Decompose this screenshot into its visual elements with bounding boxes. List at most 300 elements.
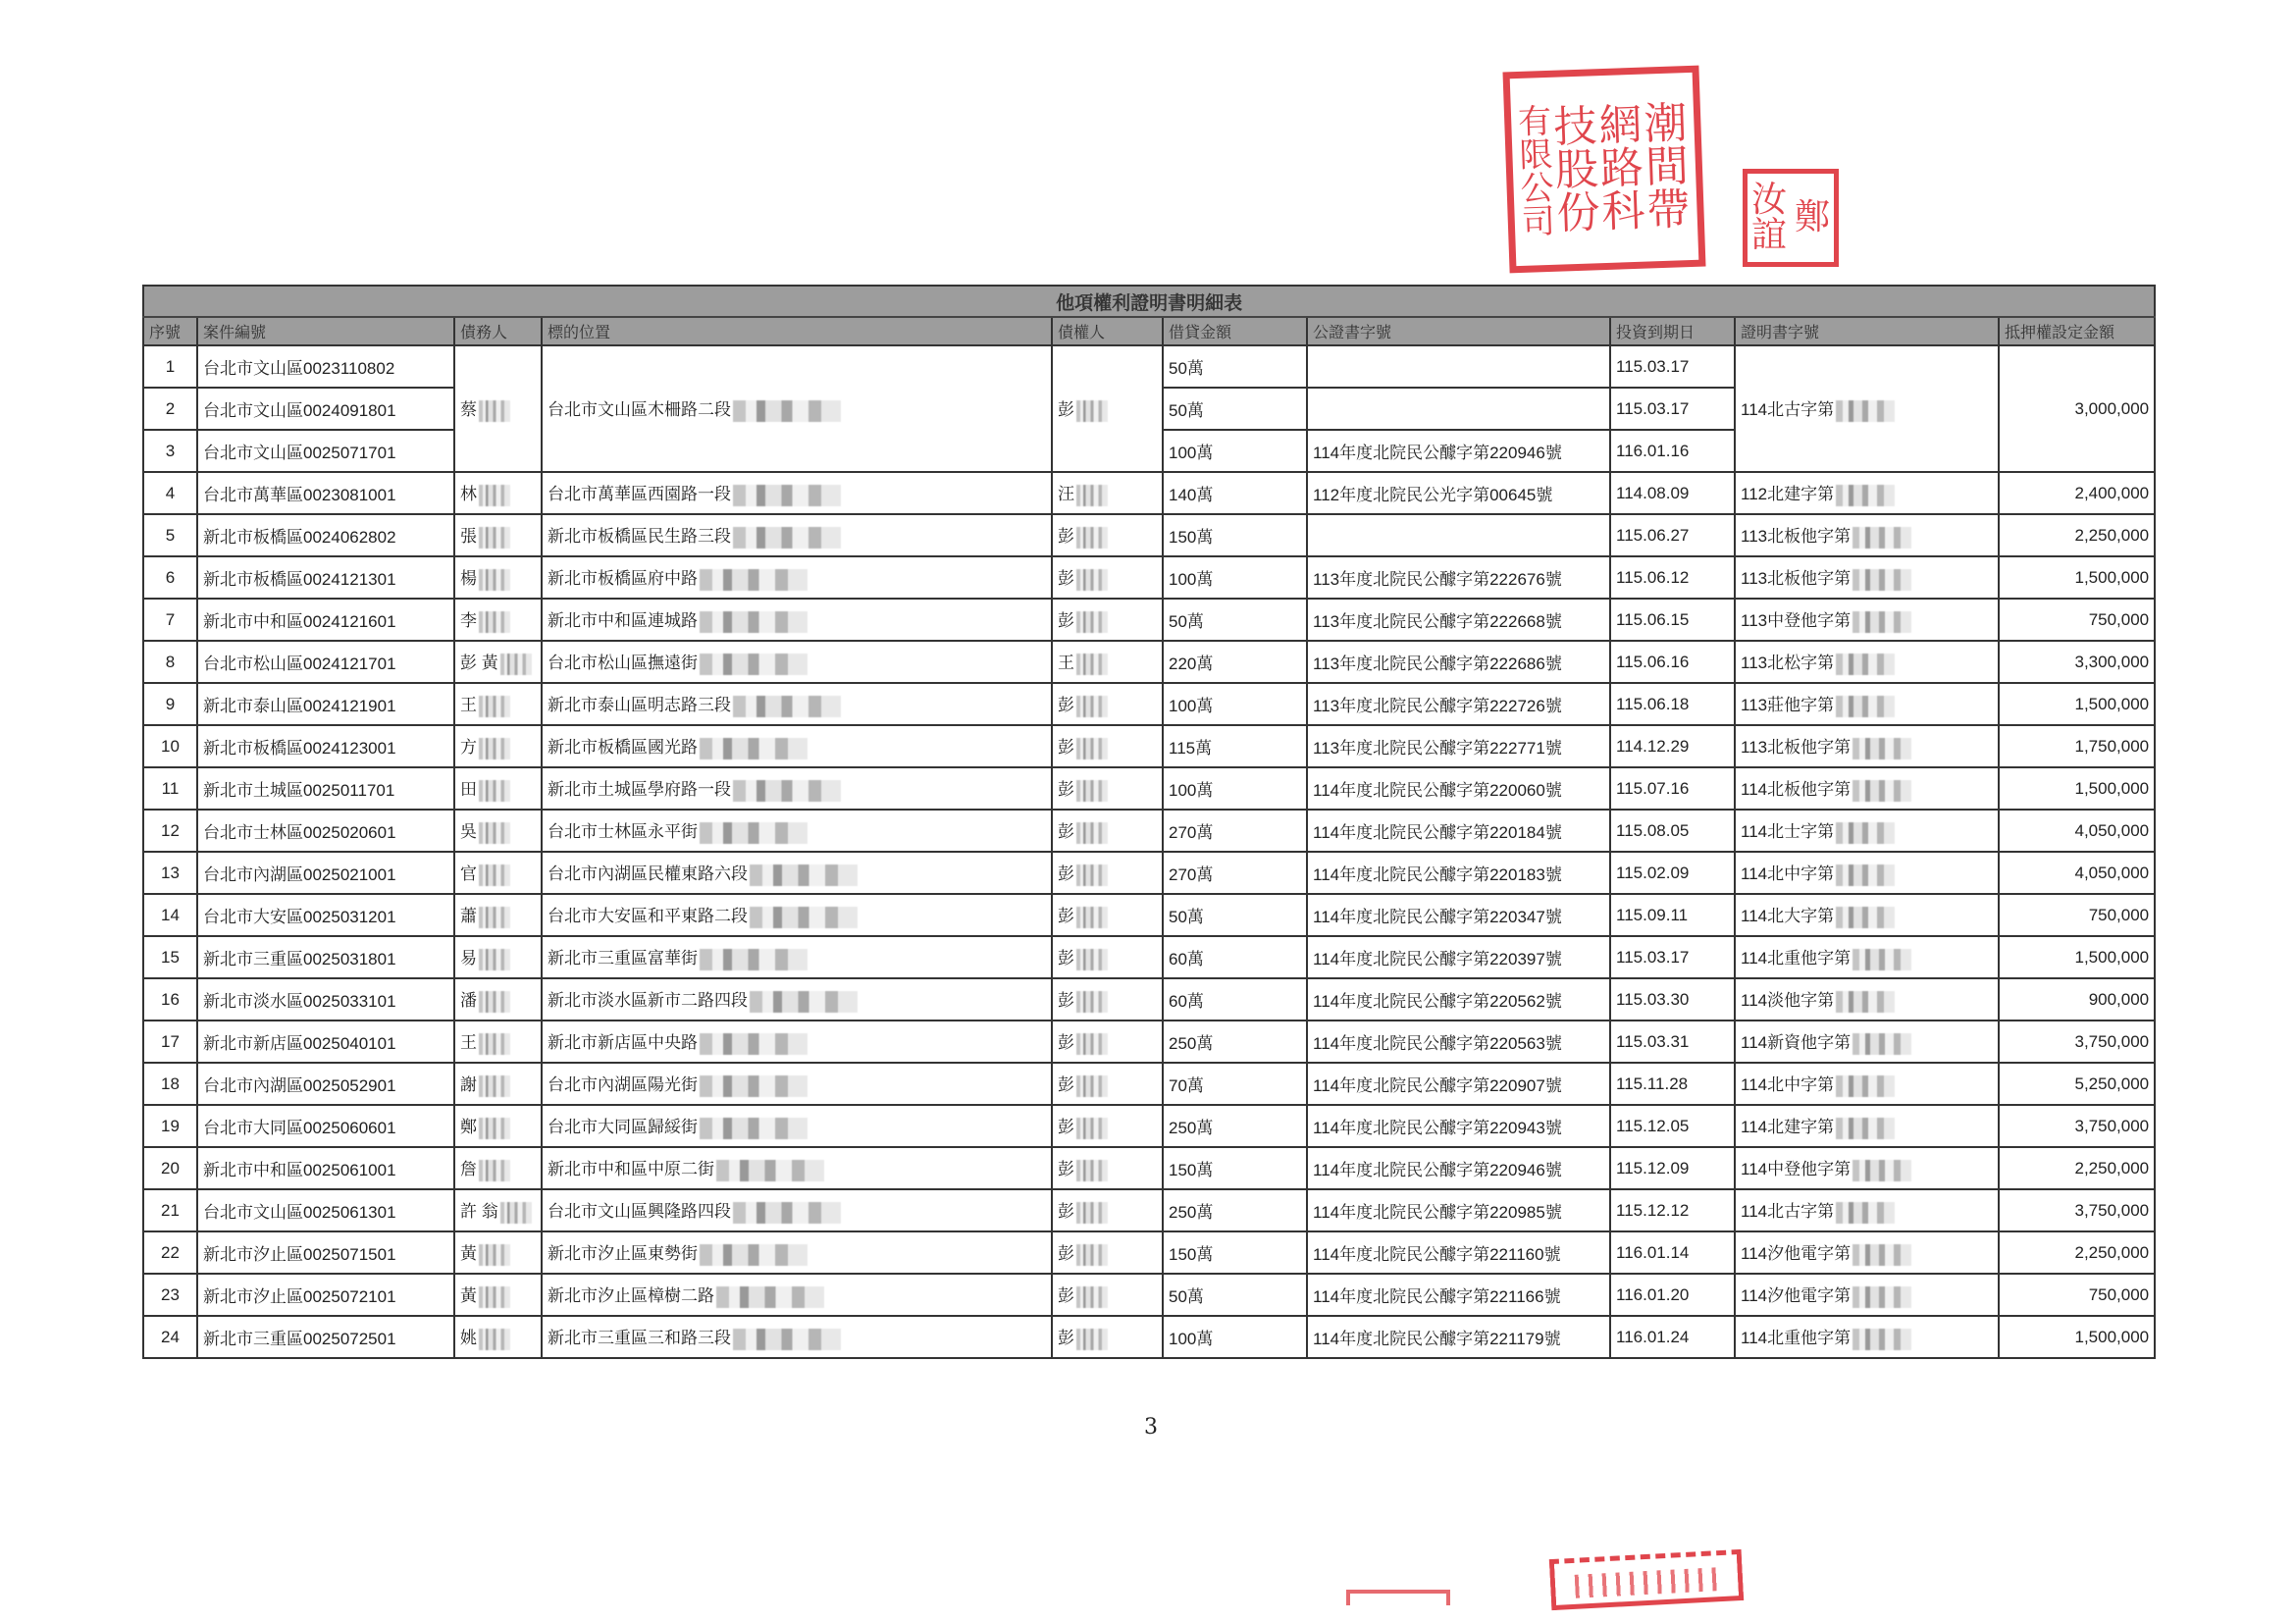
- notary-no-text: 114年度北院民公醵字第220563號: [1313, 1034, 1562, 1053]
- mortgage-text: 1,500,000: [2074, 567, 2150, 587]
- table-title: 他項權利證明書明細表: [143, 286, 2155, 317]
- due-date-text: 115.06.15: [1616, 609, 1690, 629]
- case-no-text: 台北市文山區0023110802: [203, 359, 395, 378]
- cert-no-cell: [1735, 683, 1999, 725]
- notary-no-cell: [1307, 978, 1610, 1021]
- case-no-text: 新北市中和區0024121601: [203, 612, 396, 631]
- location-cell: [542, 1274, 1052, 1316]
- table-row: [143, 1316, 2155, 1358]
- mortgage-text: 1,500,000: [2074, 694, 2150, 713]
- redaction-mosaic: [1852, 949, 1911, 970]
- mortgage-cell: [1999, 641, 2155, 683]
- debtor-cell: [454, 852, 542, 894]
- loan-cell: [1163, 810, 1307, 852]
- case-no-text: 台北市萬華區0023081001: [203, 486, 396, 504]
- loan-text: 100萬: [1169, 1330, 1214, 1348]
- case-no-text: 台北市文山區0024091801: [203, 401, 396, 420]
- creditor-text: 彭: [1058, 569, 1074, 589]
- table-header-row: [143, 317, 2155, 345]
- due-date-cell: [1610, 641, 1735, 683]
- table-row: [143, 936, 2155, 978]
- creditor-text: 彭: [1058, 780, 1074, 800]
- no-cell: [143, 683, 197, 725]
- case-no-text: 台北市松山區0024121701: [203, 654, 396, 673]
- due-date-text: 114.08.09: [1616, 483, 1690, 502]
- redaction-mosaic: [733, 400, 841, 422]
- location-text: 台北市內湖區民權東路六段: [548, 864, 748, 884]
- due-date-cell: [1610, 1189, 1735, 1231]
- no-cell: [143, 430, 197, 472]
- redaction-mosaic: [1076, 485, 1108, 506]
- loan-cell: [1163, 852, 1307, 894]
- loan-text: 220萬: [1169, 654, 1214, 673]
- loan-text: 60萬: [1169, 992, 1204, 1011]
- notary-no-text: 114年度北院民公醵字第220907號: [1313, 1076, 1562, 1095]
- table-row: [143, 1147, 2155, 1189]
- creditor-text: 彭: [1058, 738, 1074, 758]
- debtor-cell: [454, 1063, 542, 1105]
- case-no-cell: [197, 641, 454, 683]
- location-cell: [542, 725, 1052, 767]
- due-date-cell: [1610, 767, 1735, 810]
- cert-no-cell: [1735, 810, 1999, 852]
- due-date-cell: [1610, 514, 1735, 556]
- creditor-cell: [1052, 683, 1163, 725]
- cert-no-cell: [1735, 894, 1999, 936]
- seal-column: 有 限 公 司: [1517, 101, 1556, 242]
- debtor-cell: [454, 345, 542, 472]
- no-cell: [143, 556, 197, 599]
- notary-no-cell: [1307, 599, 1610, 641]
- mortgage-text: 750,000: [2088, 1284, 2150, 1304]
- creditor-text: 彭: [1058, 1075, 1074, 1095]
- no-cell: [143, 725, 197, 767]
- location-cell: [542, 1189, 1052, 1231]
- cert-no-cell: [1735, 936, 1999, 978]
- seal-column: 技 股 份: [1552, 100, 1601, 239]
- case-no-text: 台北市大安區0025031201: [203, 908, 396, 926]
- redaction-mosaic: [750, 907, 858, 928]
- due-date-cell: [1610, 1021, 1735, 1063]
- notary-no-cell: [1307, 1231, 1610, 1274]
- no-text: 12: [161, 820, 180, 840]
- case-no-cell: [197, 852, 454, 894]
- no-text: 24: [161, 1327, 180, 1346]
- redaction-mosaic: [479, 780, 510, 802]
- redaction-mosaic: [733, 527, 841, 549]
- due-date-cell: [1610, 725, 1735, 767]
- notary-no-cell: [1307, 556, 1610, 599]
- seal-column: 鄭: [1794, 197, 1830, 237]
- case-no-text: 新北市板橋區0024121301: [203, 570, 396, 589]
- table-row: [143, 514, 2155, 556]
- seal-column: 網 路 科: [1597, 99, 1646, 237]
- debtor-text: 姚: [460, 1329, 477, 1348]
- case-no-cell: [197, 1147, 454, 1189]
- page-number: 3: [1144, 1415, 1158, 1440]
- no-text: 22: [161, 1242, 180, 1262]
- column-header: 公證書字號: [1307, 317, 1610, 345]
- redaction-mosaic: [479, 569, 510, 591]
- due-date-cell: [1610, 1274, 1735, 1316]
- case-no-text: 台北市內湖區0025021001: [203, 865, 396, 884]
- redaction-mosaic: [1852, 569, 1911, 591]
- table-row: [143, 1189, 2155, 1231]
- due-date-text: 115.09.11: [1616, 905, 1689, 924]
- case-no-text: 新北市三重區0025031801: [203, 950, 396, 969]
- redaction-mosaic: [479, 991, 510, 1013]
- debtor-text: 謝: [460, 1075, 477, 1095]
- mortgage-text: 3,000,000: [2074, 398, 2150, 418]
- cert-no-text: 113北板他字第: [1741, 527, 1852, 547]
- location-cell: [542, 599, 1052, 641]
- redaction-mosaic: [1836, 485, 1895, 506]
- due-date-text: 116.01.14: [1616, 1242, 1690, 1262]
- redaction-mosaic: [700, 822, 808, 844]
- no-text: 7: [165, 609, 176, 629]
- mortgage-text: 3,750,000: [2074, 1200, 2150, 1220]
- creditor-text: 彭: [1058, 611, 1074, 631]
- mortgage-cell: [1999, 1274, 2155, 1316]
- loan-cell: [1163, 725, 1307, 767]
- debtor-cell: [454, 810, 542, 852]
- loan-text: 100萬: [1169, 570, 1214, 589]
- no-text: 17: [161, 1031, 180, 1051]
- debtor-text: 許 翁: [460, 1202, 498, 1222]
- loan-text: 50萬: [1169, 359, 1204, 378]
- creditor-text: 彭: [1058, 1286, 1074, 1306]
- cert-no-text: 114北建字第: [1741, 1118, 1835, 1137]
- case-no-text: 新北市汐止區0025072101: [203, 1287, 396, 1306]
- creditor-cell: [1052, 1063, 1163, 1105]
- debtor-text: 易: [460, 949, 477, 969]
- redaction-mosaic: [700, 654, 808, 675]
- notary-no-cell: [1307, 1147, 1610, 1189]
- notary-no-cell: [1307, 641, 1610, 683]
- notary-no-cell: [1307, 852, 1610, 894]
- due-date-text: 115.12.12: [1616, 1200, 1690, 1220]
- location-cell: [542, 1316, 1052, 1358]
- case-no-cell: [197, 1316, 454, 1358]
- mortgage-text: 750,000: [2088, 609, 2150, 629]
- no-text: 14: [161, 905, 180, 924]
- table-row: [143, 978, 2155, 1021]
- no-text: 9: [165, 694, 176, 713]
- location-cell: [542, 767, 1052, 810]
- column-header: 證明書字號: [1735, 317, 1999, 345]
- no-cell: [143, 345, 197, 388]
- creditor-cell: [1052, 514, 1163, 556]
- cert-no-text: 114新資他字第: [1741, 1033, 1852, 1053]
- redaction-mosaic: [479, 1160, 510, 1181]
- no-cell: [143, 1316, 197, 1358]
- table-row: [143, 1105, 2155, 1147]
- no-text: 23: [161, 1284, 180, 1304]
- notary-no-cell: [1307, 810, 1610, 852]
- no-cell: [143, 1063, 197, 1105]
- case-no-cell: [197, 1274, 454, 1316]
- cert-no-cell: [1735, 767, 1999, 810]
- case-no-cell: [197, 725, 454, 767]
- no-text: 15: [161, 947, 180, 967]
- location-text: 新北市汐止區樟樹二路: [548, 1286, 714, 1306]
- case-no-text: 新北市板橋區0024123001: [203, 739, 396, 758]
- debtor-text: 詹: [460, 1160, 477, 1179]
- column-header: 案件編號: [197, 317, 454, 345]
- redaction-mosaic: [733, 485, 841, 506]
- creditor-cell: [1052, 725, 1163, 767]
- location-text: 新北市板橋區國光路: [548, 738, 698, 758]
- case-no-text: 新北市土城區0025011701: [203, 781, 395, 800]
- redaction-mosaic: [1852, 1286, 1911, 1308]
- loan-cell: [1163, 978, 1307, 1021]
- redaction-mosaic: [700, 738, 808, 759]
- mortgage-cell: [1999, 725, 2155, 767]
- cert-no-cell: [1735, 472, 1999, 514]
- cert-no-text: 114北士字第: [1741, 822, 1835, 842]
- creditor-cell: [1052, 556, 1163, 599]
- due-date-cell: [1610, 894, 1735, 936]
- redaction-mosaic: [500, 1202, 532, 1224]
- debtor-cell: [454, 725, 542, 767]
- location-cell: [542, 683, 1052, 725]
- loan-text: 140萬: [1169, 486, 1214, 504]
- loan-text: 270萬: [1169, 823, 1214, 842]
- no-text: 3: [165, 441, 176, 460]
- mortgage-text: 1,500,000: [2074, 1327, 2150, 1346]
- due-date-text: 115.12.05: [1616, 1116, 1690, 1135]
- due-date-text: 115.03.17: [1616, 398, 1690, 418]
- loan-cell: [1163, 1063, 1307, 1105]
- location-text: 台北市士林區永平街: [548, 822, 698, 842]
- case-no-text: 新北市新店區0025040101: [203, 1034, 396, 1053]
- mortgage-cell: [1999, 1021, 2155, 1063]
- debtor-text: 黃: [460, 1244, 477, 1264]
- creditor-cell: [1052, 345, 1163, 472]
- redaction-mosaic: [1836, 822, 1895, 844]
- debtor-text: 官: [460, 864, 477, 884]
- due-date-cell: [1610, 1105, 1735, 1147]
- rights-certificate-table: [142, 285, 2156, 1359]
- redaction-mosaic: [479, 1286, 510, 1308]
- redaction-mosaic: [700, 569, 808, 591]
- debtor-text: 蔡: [460, 400, 477, 420]
- due-date-cell: [1610, 556, 1735, 599]
- case-no-cell: [197, 683, 454, 725]
- notary-no-text: 114年度北院民公醵字第220060號: [1313, 781, 1562, 800]
- location-text: 新北市泰山區明志路三段: [548, 696, 731, 715]
- debtor-cell: [454, 1189, 542, 1231]
- cert-no-text: 114北古字第: [1741, 400, 1835, 420]
- redaction-mosaic: [479, 400, 510, 422]
- mortgage-text: 1,500,000: [2074, 778, 2150, 798]
- creditor-text: 汪: [1058, 485, 1074, 504]
- debtor-cell: [454, 978, 542, 1021]
- redaction-mosaic: [479, 1329, 510, 1350]
- redaction-mosaic: [479, 822, 510, 844]
- debtor-text: 吳: [460, 822, 477, 842]
- case-no-text: 新北市汐止區0025071501: [203, 1245, 396, 1264]
- case-no-cell: [197, 810, 454, 852]
- due-date-text: 116.01.20: [1616, 1284, 1690, 1304]
- due-date-cell: [1610, 810, 1735, 852]
- no-cell: [143, 852, 197, 894]
- loan-cell: [1163, 1021, 1307, 1063]
- location-text: 新北市淡水區新市二路四段: [548, 991, 748, 1011]
- no-cell: [143, 936, 197, 978]
- creditor-text: 彭: [1058, 991, 1074, 1011]
- column-header: 債權人: [1052, 317, 1163, 345]
- debtor-cell: [454, 1147, 542, 1189]
- case-no-text: 新北市板橋區0024062802: [203, 528, 396, 547]
- case-no-cell: [197, 1189, 454, 1231]
- notary-no-text: 113年度北院民公醵字第222668號: [1313, 612, 1562, 631]
- table-row: [143, 810, 2155, 852]
- loan-text: 100萬: [1169, 444, 1214, 462]
- notary-no-cell: [1307, 1105, 1610, 1147]
- due-date-text: 115.03.17: [1616, 356, 1690, 376]
- no-text: 5: [165, 525, 176, 545]
- redaction-mosaic: [700, 1075, 808, 1097]
- notary-no-text: 112年度北院民公光字第00645號: [1313, 486, 1553, 504]
- redaction-mosaic: [479, 1033, 510, 1055]
- location-cell: [542, 852, 1052, 894]
- location-text: 新北市板橋區民生路三段: [548, 527, 731, 547]
- creditor-cell: [1052, 1316, 1163, 1358]
- creditor-cell: [1052, 1021, 1163, 1063]
- mortgage-cell: [1999, 472, 2155, 514]
- case-no-text: 台北市士林區0025020601: [203, 823, 396, 842]
- redaction-mosaic: [1836, 991, 1895, 1013]
- creditor-text: 彭: [1058, 907, 1074, 926]
- table-row: [143, 556, 2155, 599]
- debtor-cell: [454, 1316, 542, 1358]
- debtor-cell: [454, 936, 542, 978]
- notary-no-cell: [1307, 1316, 1610, 1358]
- redaction-mosaic: [1076, 400, 1108, 422]
- redaction-mosaic: [1076, 611, 1108, 633]
- case-no-text: 新北市淡水區0025033101: [203, 992, 396, 1011]
- mortgage-text: 1,750,000: [2074, 736, 2150, 756]
- debtor-text: 潘: [460, 991, 477, 1011]
- no-text: 11: [161, 778, 180, 798]
- location-text: 台北市內湖區陽光街: [548, 1075, 698, 1095]
- location-cell: [542, 936, 1052, 978]
- cert-no-cell: [1735, 1231, 1999, 1274]
- notary-no-text: 114年度北院民公醵字第220183號: [1313, 865, 1562, 884]
- cert-no-text: 113中登他字第: [1741, 611, 1852, 631]
- loan-text: 100萬: [1169, 781, 1214, 800]
- due-date-cell: [1610, 388, 1735, 430]
- loan-cell: [1163, 641, 1307, 683]
- redaction-mosaic: [1076, 1202, 1108, 1224]
- due-date-text: 115.03.30: [1616, 989, 1690, 1009]
- location-text: 新北市板橋區府中路: [548, 569, 698, 589]
- cert-no-cell: [1735, 641, 1999, 683]
- due-date-cell: [1610, 472, 1735, 514]
- due-date-text: 115.03.31: [1616, 1031, 1690, 1051]
- debtor-text: 張: [460, 527, 477, 547]
- loan-text: 60萬: [1169, 950, 1204, 969]
- no-cell: [143, 388, 197, 430]
- cert-no-cell: [1735, 599, 1999, 641]
- redaction-mosaic: [700, 1118, 808, 1139]
- seal-column: 汝 誼: [1750, 180, 1787, 255]
- table-row: [143, 725, 2155, 767]
- creditor-cell: [1052, 810, 1163, 852]
- cert-no-cell: [1735, 1274, 1999, 1316]
- creditor-text: 彭: [1058, 1329, 1074, 1348]
- case-no-cell: [197, 978, 454, 1021]
- redaction-mosaic: [1076, 1118, 1108, 1139]
- mortgage-text: 1,500,000: [2074, 947, 2150, 967]
- due-date-cell: [1610, 852, 1735, 894]
- location-text: 台北市大安區和平東路二段: [548, 907, 748, 926]
- case-no-cell: [197, 599, 454, 641]
- due-date-cell: [1610, 1063, 1735, 1105]
- redaction-mosaic: [1076, 1075, 1108, 1097]
- notary-no-text: 114年度北院民公醵字第220562號: [1313, 992, 1562, 1011]
- cert-no-cell: [1735, 978, 1999, 1021]
- redaction-mosaic: [479, 907, 510, 928]
- debtor-cell: [454, 1231, 542, 1274]
- location-text: 新北市汐止區東勢街: [548, 1244, 698, 1264]
- cert-no-text: 113北松字第: [1741, 654, 1835, 673]
- column-header: 投資到期日: [1610, 317, 1735, 345]
- no-cell: [143, 1189, 197, 1231]
- location-cell: [542, 1063, 1052, 1105]
- redaction-mosaic: [750, 864, 858, 886]
- location-text: 台北市文山區木柵路二段: [548, 400, 731, 420]
- due-date-text: 116.01.16: [1616, 441, 1690, 460]
- creditor-text: 彭: [1058, 400, 1074, 420]
- no-cell: [143, 641, 197, 683]
- case-no-cell: [197, 1021, 454, 1063]
- case-no-text: 台北市文山區0025061301: [203, 1203, 396, 1222]
- notary-no-text: 113年度北院民公醵字第222676號: [1313, 570, 1562, 589]
- cert-no-text: 114北中字第: [1741, 1075, 1835, 1095]
- location-cell: [542, 472, 1052, 514]
- location-cell: [542, 556, 1052, 599]
- location-cell: [542, 894, 1052, 936]
- cert-no-text: 114北古字第: [1741, 1202, 1835, 1222]
- due-date-cell: [1610, 599, 1735, 641]
- table-row: [143, 641, 2155, 683]
- mortgage-text: 900,000: [2088, 989, 2150, 1009]
- creditor-text: 彭: [1058, 1118, 1074, 1137]
- redaction-mosaic: [750, 991, 858, 1013]
- cert-no-cell: [1735, 1316, 1999, 1358]
- case-no-text: 新北市泰山區0024121901: [203, 697, 396, 715]
- location-text: 台北市萬華區西園路一段: [548, 485, 731, 504]
- no-text: 2: [165, 398, 176, 418]
- no-cell: [143, 514, 197, 556]
- cert-no-text: 114中登他字第: [1741, 1160, 1852, 1179]
- no-text: 10: [161, 736, 180, 756]
- redaction-mosaic: [733, 696, 841, 717]
- creditor-text: 彭: [1058, 949, 1074, 969]
- case-no-cell: [197, 894, 454, 936]
- loan-text: 115萬: [1169, 739, 1213, 758]
- redaction-mosaic: [1076, 780, 1108, 802]
- loan-text: 250萬: [1169, 1119, 1214, 1137]
- loan-cell: [1163, 1316, 1307, 1358]
- due-date-cell: [1610, 1147, 1735, 1189]
- no-cell: [143, 810, 197, 852]
- partial-seal-stamp: [1346, 1590, 1450, 1605]
- redaction-mosaic: [1076, 696, 1108, 717]
- due-date-text: 115.03.17: [1616, 947, 1690, 967]
